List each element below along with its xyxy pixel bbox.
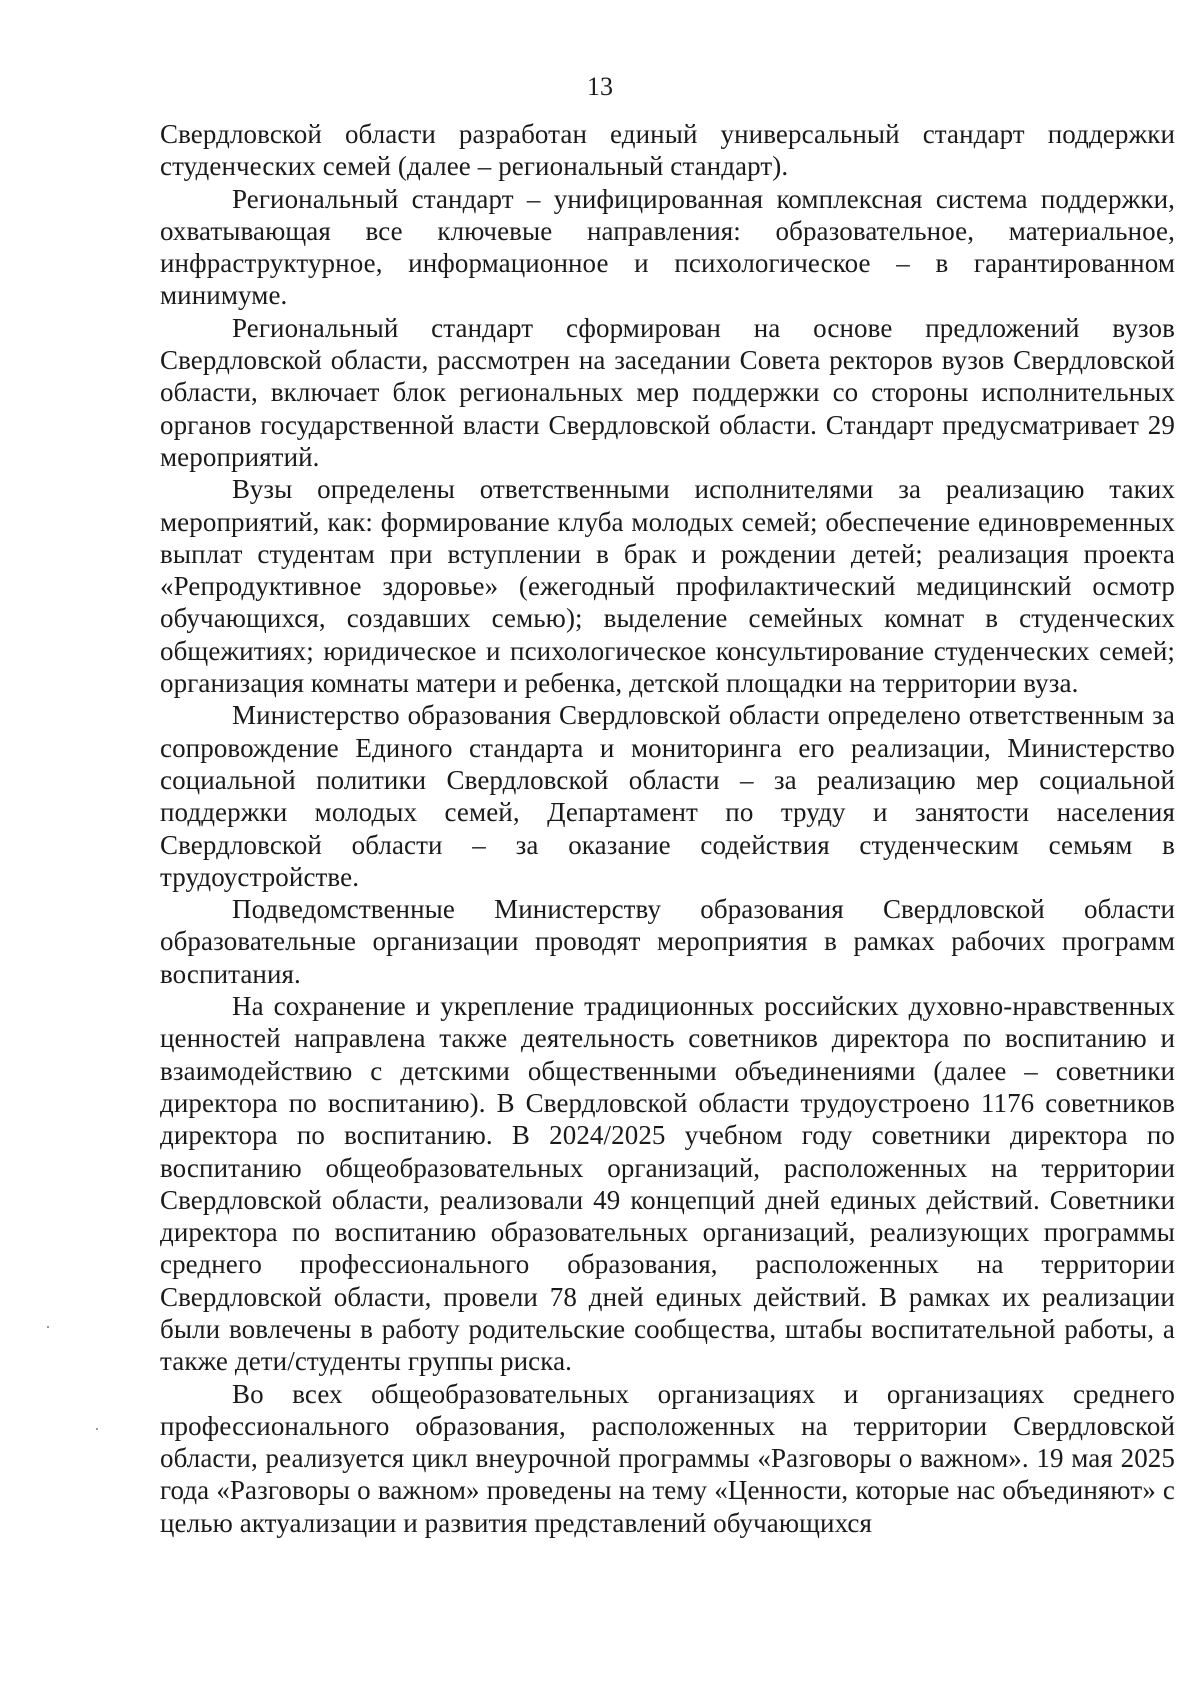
scan-artifact [96,1428,98,1430]
paragraph-regional-standard-formation: Региональный стандарт сформирован на основе предложений вузов Свердловской области, рассмотрен на заседании Совета ректоров вузов Свердловской области, включает блок региональных мер поддержки со стороны исполнительных органов государственной власти Свердловской области. Стандарт предусматривает 29 мероприятий. [160,312,1175,472]
scan-artifact [47,1326,49,1328]
paragraph-ministry-responsibilities: Министерство образования Свердловской области определено ответственным за сопровождение Единого стандарта и мониторинга его реализации, Министерство социальной политики Свердловской области – за реализацию мер социальной поддержки молодых семей, Департамент по труду и занятости населения Свердловской области – за оказание содействия студенческим семьям в трудоустройстве. [160,700,1175,892]
paragraph-subordinate-organizations: Подведомственные Министерству образования Свердловской области образовательные организации проводят мероприятия в рамках рабочих программ воспитания. [160,894,1175,989]
document-body [160,118,1175,1539]
paragraph-important-conversations: Во всех общеобразовательных организациях и организациях среднего профессионального образования, расположенных на территории Свердловской области, реализуется цикл внеурочной программы «Разговоры о важном». 19 мая 2025 года «Разговоры о важном» проведены на тему «Ценности, которые нас объединяют» с целью актуализации и развития представлений обучающихся [160,1378,1175,1538]
paragraph-director-advisors: На сохранение и укрепление традиционных российских духовно-нравственных ценностей направлена также деятельность советников директора по воспитанию и взаимодействию с детскими общественными объединениями (далее – советники директора по воспитанию). В Свердловской области трудоустроено 1176 советников директора по воспитанию. В 2024/2025 учебном году советники директора по воспитанию общеобразовательных организаций, расположенных на территории Свердловской области, реализовали 49 концепций дней единых действий. Советники директора по воспитанию образовательных организаций, реализующих программы среднего профессионального образования, расположенных на территории Свердловской области, провели 78 дней единых действий. В рамках их реализации были вовлечены в работу родительские сообщества, штабы воспитательной работы, а также дети/студенты группы риска. [160,991,1175,1377]
paragraph-regional-standard-definition: Региональный стандарт – унифицированная комплексная система поддержки, охватывающая все ключевые направления: образовательное, материальное, инфраструктурное, информационное и психологическое – в гарантированном минимуме. [160,183,1175,311]
page-number: 13 [587,72,613,101]
paragraph-universities-responsibilities: Вузы определены ответственными исполнителями за реализацию таких мероприятий, как: формирование клуба молодых семей; обеспечение единовременных выплат студентам при вступлении в брак и рождении детей; реализация проекта «Репродуктивное здоровье» (ежегодный профилактический медицинский осмотр обучающихся, создавших семью); выделение семейных комнат в студенческих общежитиях; юридическое и психологическое консультирование студенческих семей; организация комнаты матери и ребенка, детской площадки на территории вуза. [160,474,1175,699]
paragraph-continuation: Свердловской области разработан единый универсальный стандарт поддержки студенческих семей (далее – региональный стандарт). [160,119,1175,182]
